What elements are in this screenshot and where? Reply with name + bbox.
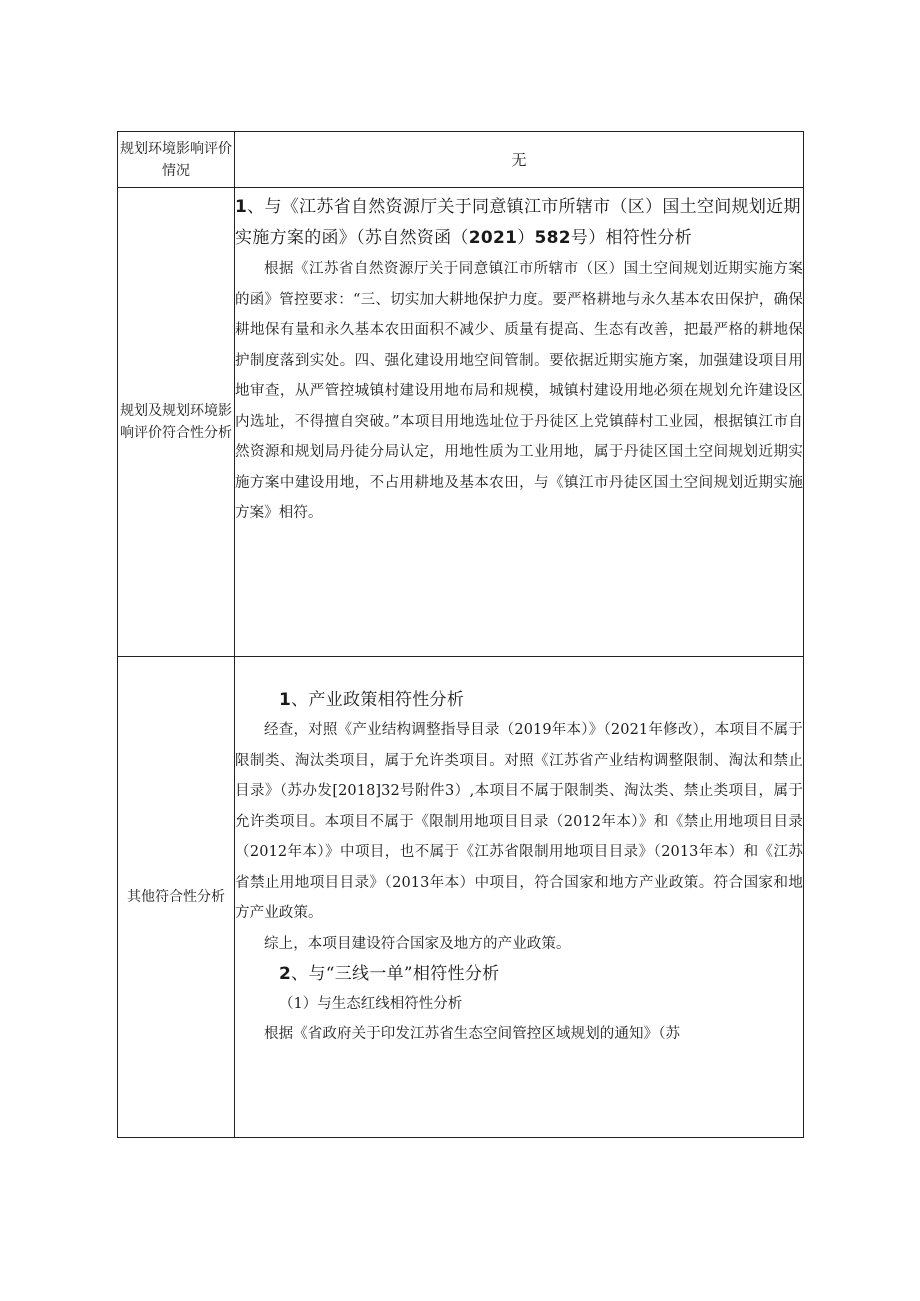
table-row — [118, 188, 804, 657]
planning-compliance-content — [235, 188, 804, 657]
industry-policy-paragraph: 经查，对照《产业结构调整指导目录（2019年本）》（2021年修改），本项目不属于限制类、淘汰类项目，属于允许类项目。对照《江苏省产业结构调整限制、淘汰和禁止目录》（苏办发[2018]32号附件3）,本项目不属于限制类、淘汰类、禁止类项目，属于允许类项目。本项目不属于《限制用地项目目录（2012年本）》和《禁止用地项目目录（2012年本）》中项目，也不属于《江苏省限制用地项目目录》（2013年本）和《江苏省禁止用地项目目录》（2013年本）中项目，符合国家和地方产业政策。符合国家和地方产业政策。 — [235, 722, 803, 921]
ecological-paragraph: 根据《省政府关于印发江苏省生态空间管控区域规划的通知》（苏 — [264, 1026, 681, 1042]
section-heading: 2、与“三线一单”相符性分析 — [279, 964, 500, 984]
table-row — [118, 657, 804, 1138]
planning-paragraph: 根据《江苏省自然资源厅关于同意镇江市所辖市（区）国土空间规划近期实施方案的函》管控要求：“三、切实加大耕地保护力度。要严格耕地与永久基本农田保护，确保耕地保有量和永久基本农田面积不减少、质量有提高、生态有改善，把最严格的耕地保护制度落到实处。四、强化建设用地空间管制。要依据近期实施方案，加强建设项目用地审查，从严管控城镇村建设用地布局和规模，城镇村建设用地必须在规划允许建设区内选址，不得擅自突破。”本项目用地选址位于丹徒区上党镇薛村工业园，根据镇江市自然资源和规划局丹徒分局认定，用地性质为工业用地，属于丹徒区国土空间规划近期实施方案中建设用地，不占用耕地及基本农田，与《镇江市丹徒区国土空间规划近期实施方案》相符。 — [235, 261, 803, 521]
subsection-heading: （1）与生态红线相符性分析 — [279, 996, 463, 1012]
other-compliance-content — [235, 657, 804, 1138]
table-row — [118, 132, 804, 188]
row-label-planning-eia: 规划环境影响评价情况 — [118, 132, 235, 188]
section-heading: 1、产业政策相符性分析 — [279, 690, 465, 710]
row-value-none: 无 — [235, 132, 804, 188]
assessment-table — [117, 131, 804, 1138]
summary-paragraph: 综上，本项目建设符合国家及地方的产业政策。 — [264, 935, 571, 952]
row-label-other-compliance: 其他符合性分析 — [118, 657, 235, 1138]
row-label-planning-compliance: 规划及规划环境影响评价符合性分析 — [118, 188, 235, 657]
section-heading: 1、与《江苏省自然资源厅关于同意镇江市所辖市（区）国土空间规划近期实施方案的函》（苏自然资函（2021）582号）相符性分析 — [235, 197, 801, 248]
